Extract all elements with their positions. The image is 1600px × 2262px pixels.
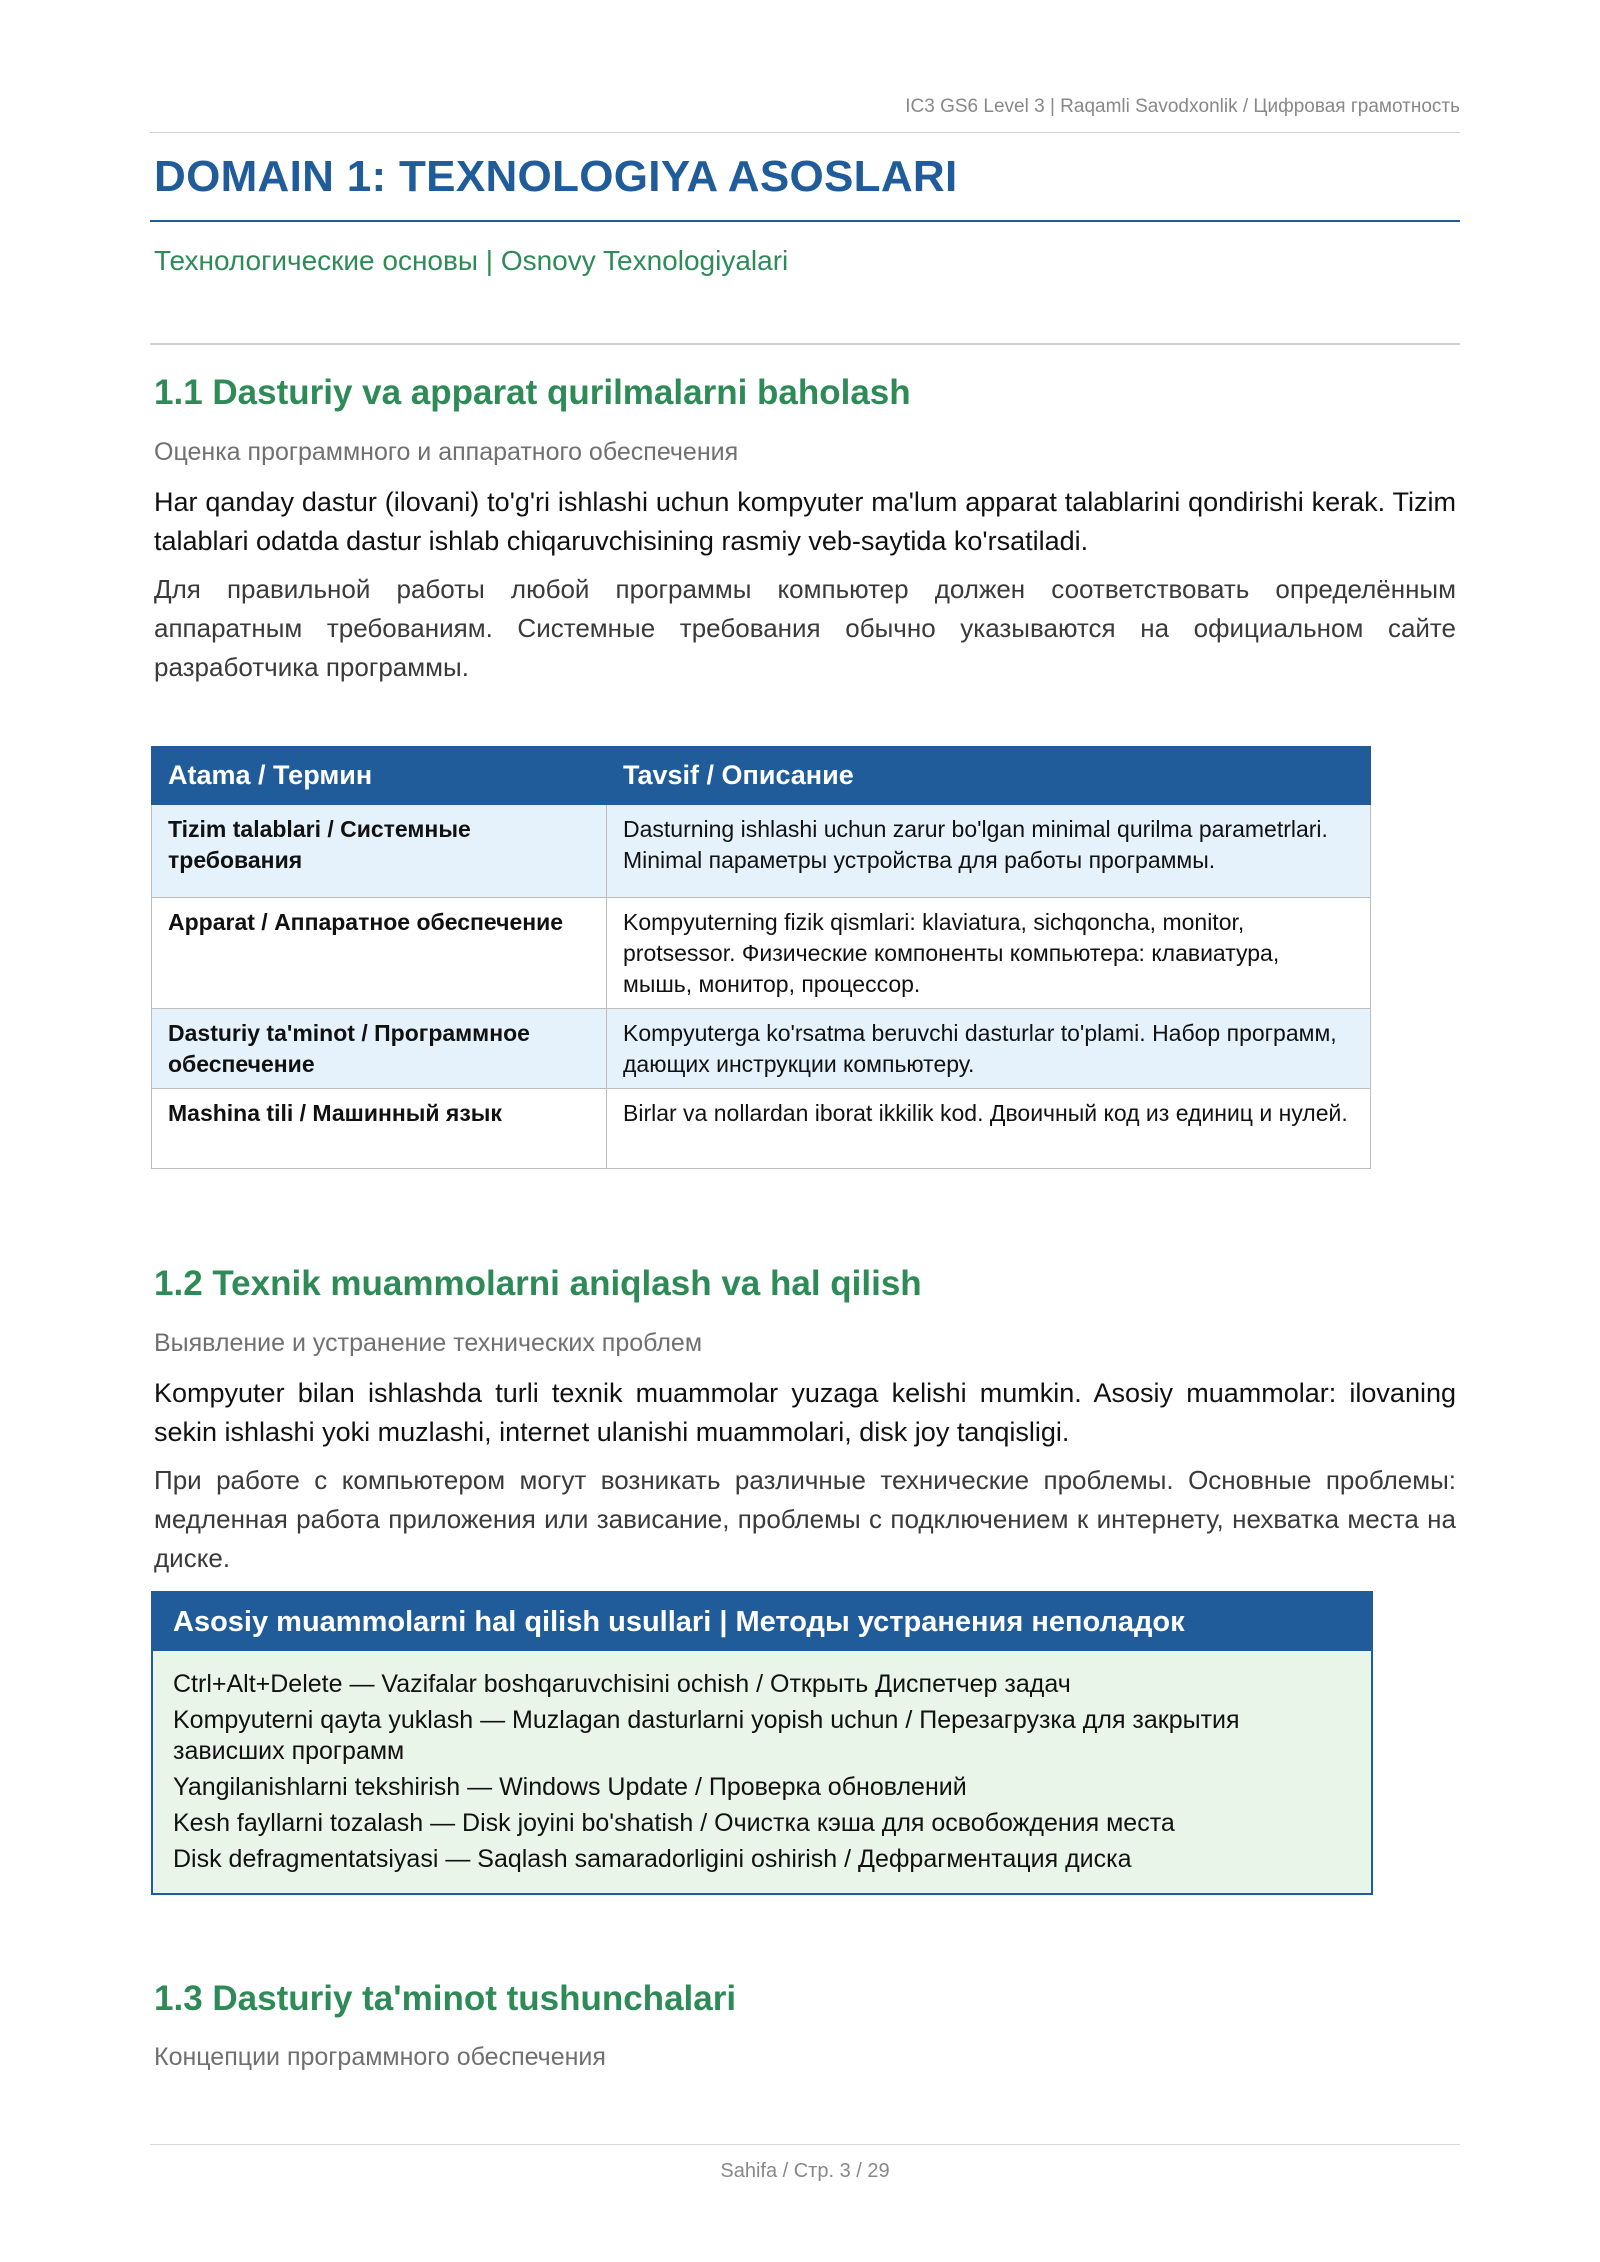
list-item: Kompyuterni qayta yuklash — Muzlagan dasturlarni yopish uchun / Перезагрузка для закрытия зависших программ [173,1706,1240,1765]
description-cell: Birlar va nollardan iborat ikkilik kod. Двоичный код из единиц и нулей. [607,1089,1371,1169]
table-row [152,805,1371,898]
section-1-1-paragraph-ru: Для правильной работы любой программы компьютер должен соответствовать определённым аппаратным требованиям. Системные требования обычно указываются на официальном сайте разработчика программы. [154,574,1456,682]
table-row [152,898,1371,1009]
domain-subtitle: Технологические основы | Osnovy Texnologiyalari [154,245,789,276]
section-1-3-title: 1.3 Dasturiy ta'minot tushunchalari [154,1979,737,2018]
term-cell: Mashina tili / Машинный язык [152,1089,607,1169]
troubleshooting-list [153,1651,1371,1893]
description-cell: Kompyuterga ko'rsatma beruvchi dasturlar to'plami. Набор программ, дающих инструкции компьютеру. [607,1009,1371,1089]
description-cell: Kompyuterning fizik qismlari: klaviatura, sichqoncha, monitor, protsessor. Физические компоненты компьютера: клавиатура, мышь, монитор, процессор. [607,898,1371,1009]
table-row [152,1009,1371,1089]
terms-table-header-row [152,747,1371,805]
table-row [152,1089,1371,1169]
troubleshooting-box [151,1591,1373,1895]
footer-divider [150,2144,1460,2145]
list-item: Kesh fayllarni tozalash — Disk joyini bo'shatish / Очистка кэша для освобождения места [173,1809,1175,1837]
section-1-2-paragraph-ru: При работе с компьютером могут возникать различные технические проблемы. Основные проблемы: медленная работа приложения или зависание, проблемы с подключением к интернету, нехватка места на диске. [154,1465,1456,1573]
section-1-3-subtitle: Концепции программного обеспечения [154,2043,606,2071]
troubleshooting-box-title: Asosiy muammolarni hal qilish usullari | Методы устранения неполадок [153,1593,1371,1651]
section-1-1-subtitle: Оценка программного и аппаратного обеспечения [154,438,739,466]
running-header: IC3 GS6 Level 3 | Raqamli Savodxonlik / Цифровая грамотность [150,96,1460,133]
section-divider [150,343,1460,345]
section-1-1-paragraph-uz: Har qanday dastur (ilovani) to'g'ri ishlashi uchun kompyuter ma'lum apparat talablarini qondirishi kerak. Tizim talablari odatda dastur ishlab chiqaruvchisining rasmiy veb-saytida ko'rsatiladi. [154,487,1456,556]
list-item: Yangilanishlarni tekshirish — Windows Update / Проверка обновлений [173,1773,967,1801]
list-item: Ctrl+Alt+Delete — Vazifalar boshqaruvchisini ochish / Открыть Диспетчер задач [173,1670,1071,1698]
terms-header-term: Atama / Термин [152,747,607,805]
domain-title: DOMAIN 1: TEXNOLOGIYA ASOSLARI [154,152,958,201]
terms-header-description: Tavsif / Описание [607,747,1371,805]
list-item: Disk defragmentatsiyasi — Saqlash samaradorligini oshirish / Дефрагментация диска [173,1845,1132,1873]
term-cell: Tizim talablari / Системные требования [152,805,607,898]
section-1-2-subtitle: Выявление и устранение технических проблем [154,1329,703,1357]
section-1-2-title: 1.2 Texnik muammolarni aniqlash va hal qilish [154,1264,922,1303]
domain-title-rule [150,220,1460,222]
section-1-1-title: 1.1 Dasturiy va apparat qurilmalarni baholash [154,373,911,412]
term-cell: Dasturiy ta'minot / Программное обеспечение [152,1009,607,1089]
term-cell: Apparat / Аппаратное обеспечение [152,898,607,1009]
section-1-2-paragraph-uz: Kompyuter bilan ishlashda turli texnik muammolar yuzaga kelishi mumkin. Asosiy muammolar: ilovaning sekin ishlashi yoki muzlashi, internet ulanishi muammolari, disk joy tanqisligi. [154,1378,1456,1447]
page-number: Sahifa / Стр. 3 / 29 [720,2160,890,2182]
terms-table [151,746,1371,1169]
description-cell: Dasturning ishlashi uchun zarur bo'lgan minimal qurilma parametrlari. Minimal параметры устройства для работы программы. [607,805,1371,898]
